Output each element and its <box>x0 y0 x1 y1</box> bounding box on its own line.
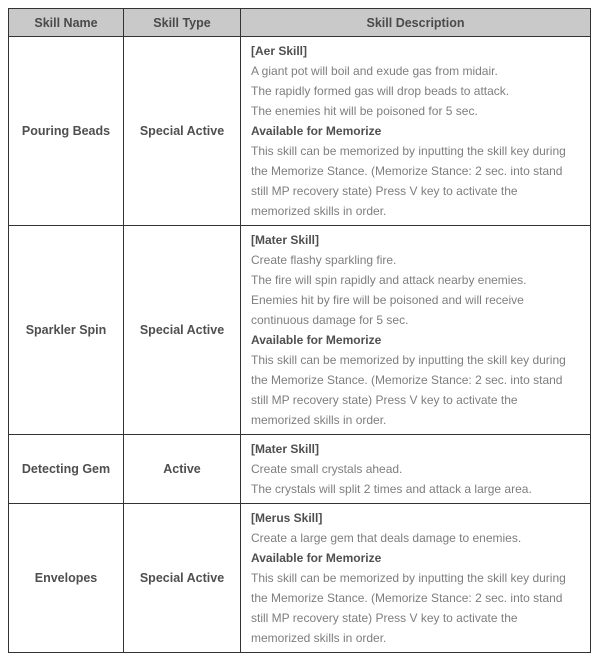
skill-name-cell: Envelopes <box>9 504 124 653</box>
skill-row <box>9 504 591 653</box>
skill-type-cell: Special Active <box>124 37 241 226</box>
description-line: [Merus Skill] <box>251 511 323 525</box>
skill-type-cell: Active <box>124 435 241 504</box>
description-line: The crystals will split 2 times and attack a large area. <box>251 482 532 496</box>
description-line: This skill can be memorized by inputting the skill key during the Memorize Stance. (Memorize Stance: 2 sec. into stand still MP recovery state) Press V key to activate the memorized skills in order. <box>251 144 566 218</box>
skill-description-cell <box>241 504 591 653</box>
skill-description-cell <box>241 435 591 504</box>
description-line: Enemies hit by fire will be poisoned and will receive continuous damage for 5 sec. <box>251 293 524 327</box>
description-line: [Aer Skill] <box>251 44 308 58</box>
skill-name-cell: Sparkler Spin <box>9 226 124 435</box>
skill-row <box>9 435 591 504</box>
description-line: [Mater Skill] <box>251 233 320 247</box>
header-skill-name: Skill Name <box>9 9 124 37</box>
description-line: Available for Memorize <box>251 333 382 347</box>
skill-description-cell <box>241 226 591 435</box>
description-line: Create flashy sparkling fire. <box>251 253 397 267</box>
header-skill-type: Skill Type <box>124 9 241 37</box>
skill-description-cell <box>241 37 591 226</box>
skill-name-cell: Pouring Beads <box>9 37 124 226</box>
description-line: Create a large gem that deals damage to enemies. <box>251 531 522 545</box>
description-line: This skill can be memorized by inputting the skill key during the Memorize Stance. (Memorize Stance: 2 sec. into stand still MP recovery state) Press V key to activate the memorized skills in order. <box>251 353 566 427</box>
header-skill-description: Skill Description <box>241 9 591 37</box>
description-line: Create small crystals ahead. <box>251 462 403 476</box>
description-line: [Mater Skill] <box>251 442 320 456</box>
description-line: Available for Memorize <box>251 124 382 138</box>
description-line: The enemies hit will be poisoned for 5 sec. <box>251 104 478 118</box>
skill-row <box>9 226 591 435</box>
description-line: The fire will spin rapidly and attack nearby enemies. <box>251 273 527 287</box>
skill-table <box>8 8 591 653</box>
skill-type-cell: Special Active <box>124 226 241 435</box>
skill-type-cell: Special Active <box>124 504 241 653</box>
skill-row <box>9 37 591 226</box>
description-line: A giant pot will boil and exude gas from midair. <box>251 64 498 78</box>
description-line: The rapidly formed gas will drop beads to attack. <box>251 84 510 98</box>
description-line: This skill can be memorized by inputting the skill key during the Memorize Stance. (Memorize Stance: 2 sec. into stand still MP recovery state) Press V key to activate the memorized skills in order. <box>251 571 566 645</box>
description-line: Available for Memorize <box>251 551 382 565</box>
table-header-row <box>9 9 591 37</box>
skill-table-body <box>9 37 591 653</box>
skill-name-cell: Detecting Gem <box>9 435 124 504</box>
